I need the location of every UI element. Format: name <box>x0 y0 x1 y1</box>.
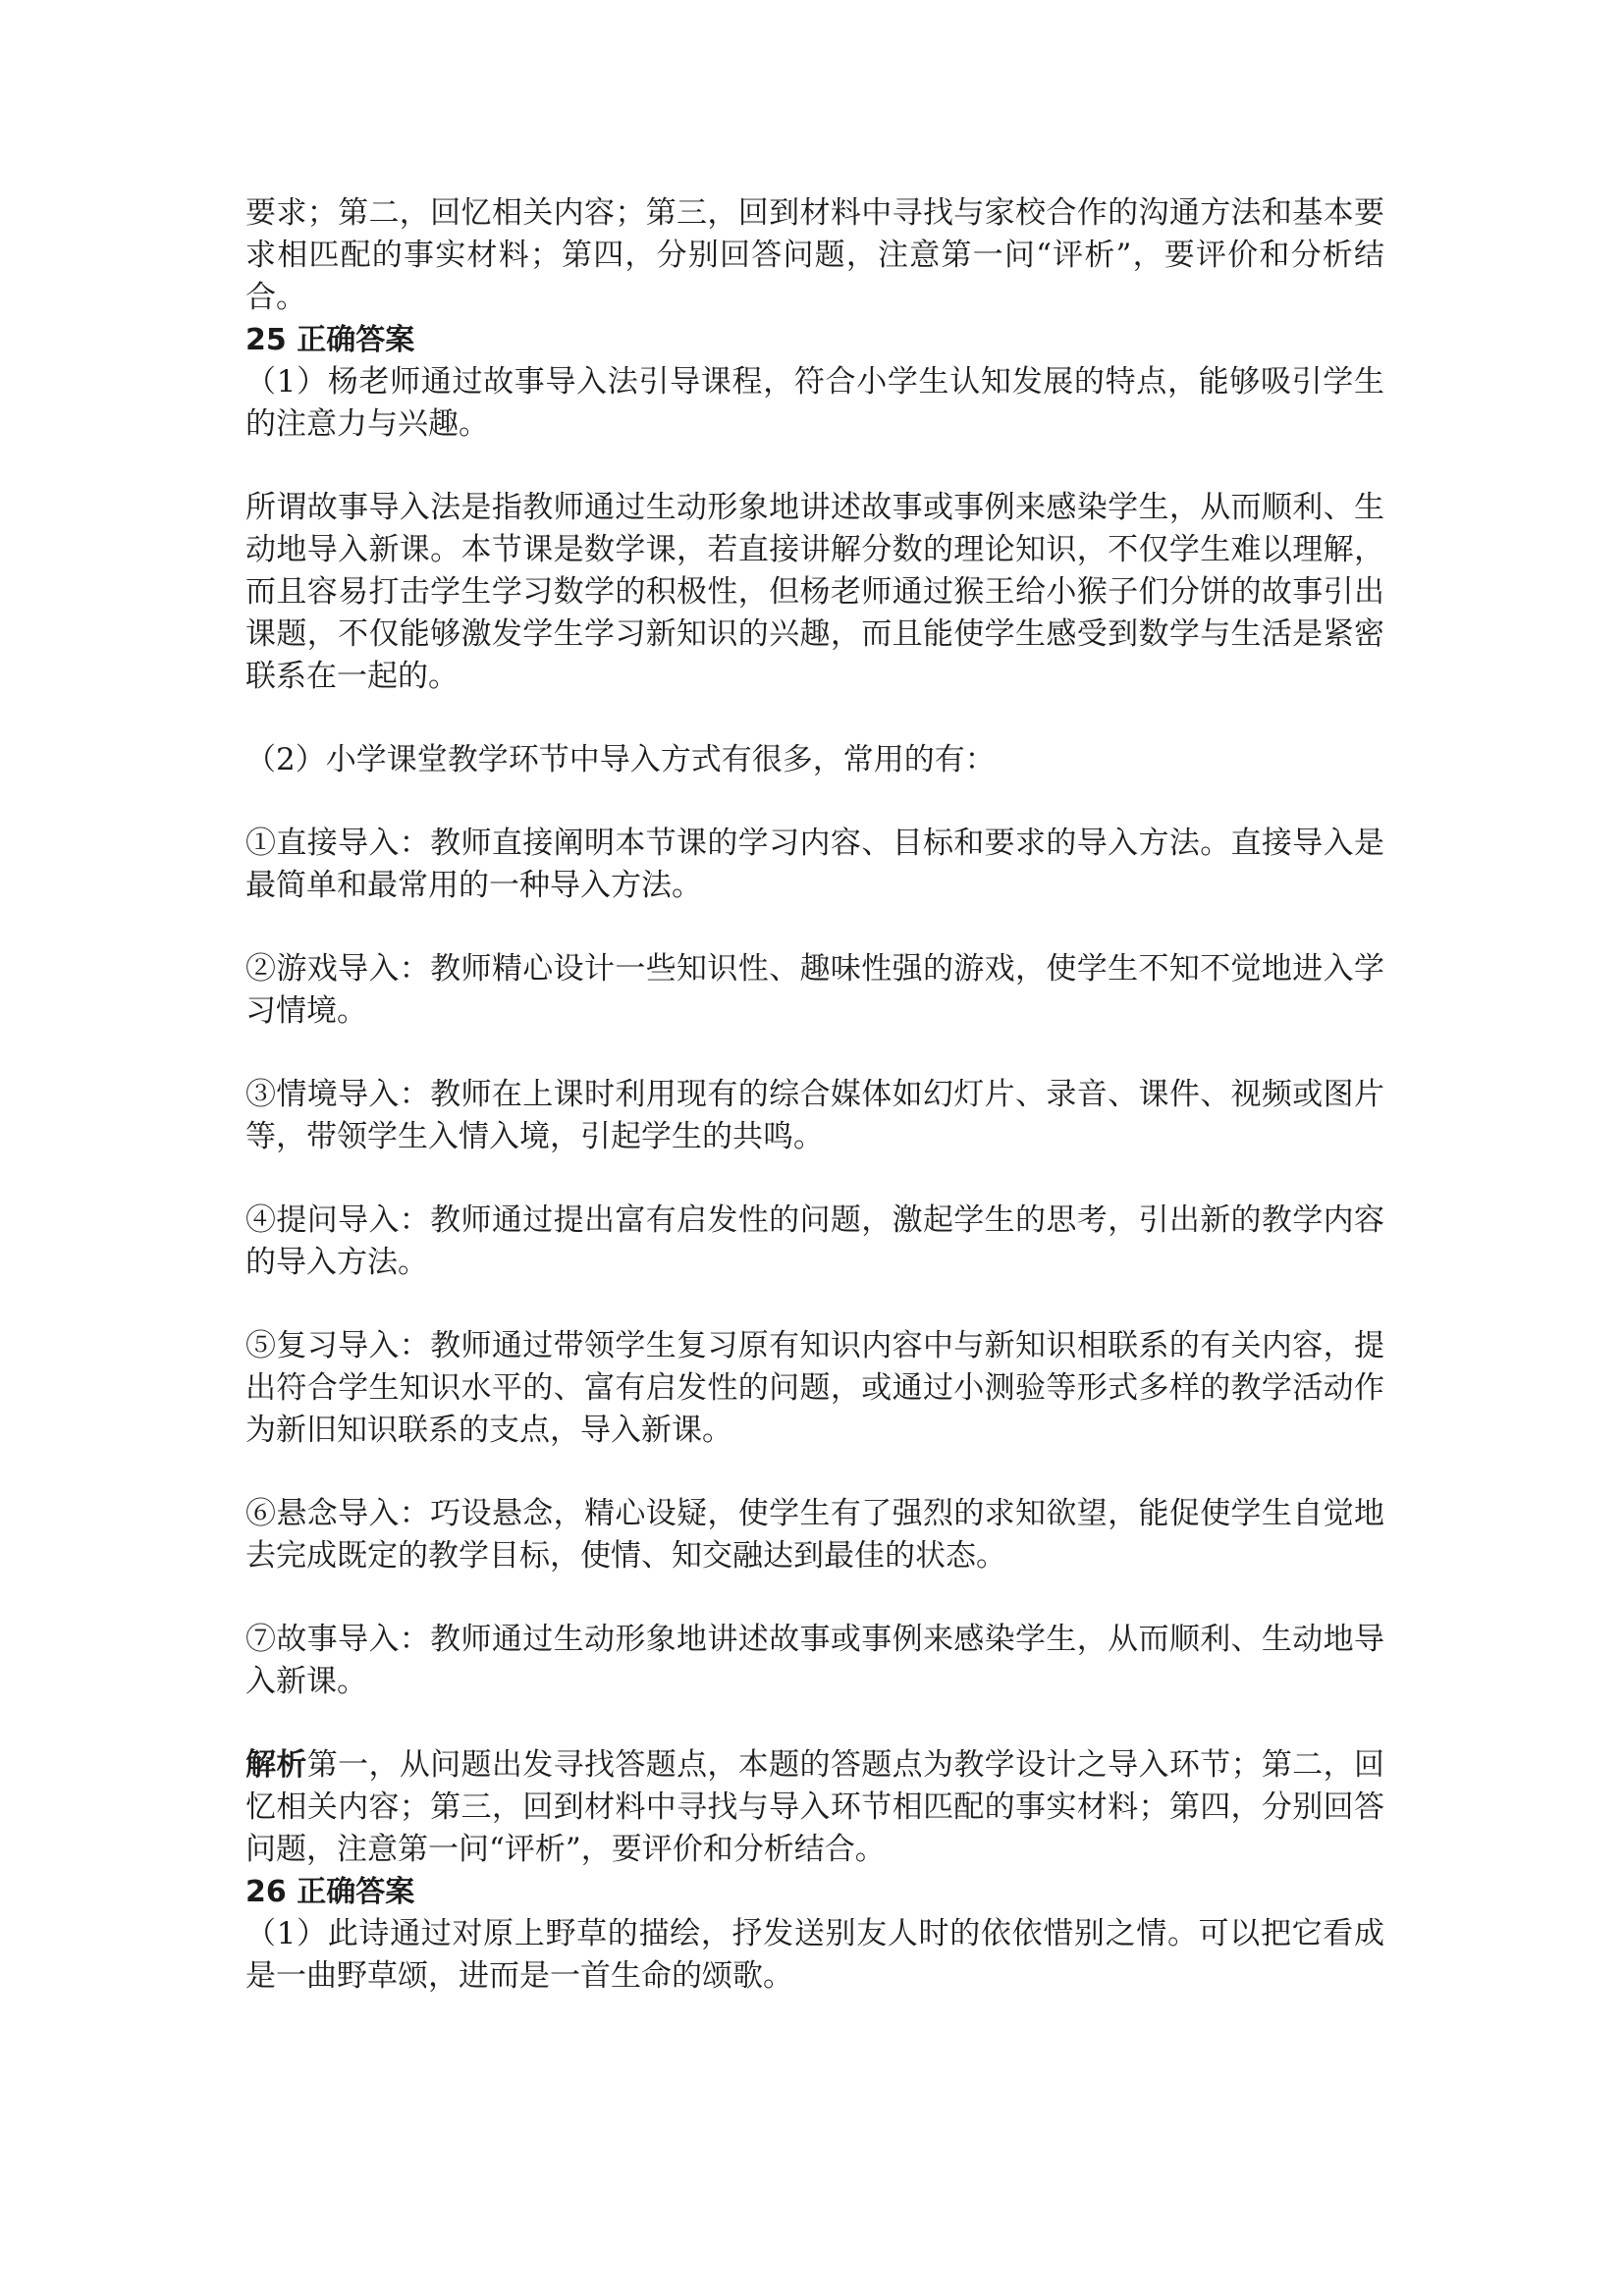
top-paragraph: 要求；第二，回忆相关内容；第三，回到材料中寻找与家校合作的沟通方法和基本要求相匹配的事实材料；第四，分别回答问题，注意第一问“评析”，要评价和分析结合。 <box>245 195 1384 315</box>
q26-heading: 26 正确答案 <box>245 1875 415 1909</box>
analysis-text: 第一，从问题出发寻找答题点，本题的答题点为教学设计之导入环节；第二，回忆相关内容；第三，回到材料中寻找与导入环节相匹配的事实材料；第四，分别回答问题，注意第一问“评析”，要评价和分析结合。 <box>245 1747 1385 1867</box>
q26-part1: （1）此诗通过对原上野草的描绘，抒发送别友人时的依依惜别之情。可以把它看成是一曲野草颂，进而是一首生命的颂歌。 <box>245 1916 1384 1994</box>
q25-item-direct: ①直接导入：教师直接阐明本节课的学习内容、目标和要求的导入方法。直接导入是最简单和最常用的一种导入方法。 <box>245 826 1384 903</box>
q25-analysis <box>245 1744 1384 1871</box>
q25-part2-intro: （2）小学课堂教学环节中导入方式有很多，常用的有： <box>245 742 996 777</box>
q25-heading: 25 正确答案 <box>245 323 415 357</box>
q25-item-suspense: ⑥悬念导入：巧设悬念，精心设疑，使学生有了强烈的求知欲望，能促使学生自觉地去完成既定的教学目标，使情、知交融达到最佳的状态。 <box>245 1496 1384 1574</box>
analysis-label: 解析 <box>245 1747 307 1783</box>
q25-item-story: ⑦故事导入：教师通过生动形象地讲述故事或事例来感染学生，从而顺利、生动地导入新课。 <box>245 1622 1384 1699</box>
q25-item-game: ②游戏导入：教师精心设计一些知识性、趣味性强的游戏，使学生不知不觉地进入学习情境。 <box>245 951 1384 1029</box>
q25-story-explanation: 所谓故事导入法是指教师通过生动形象地讲述故事或事例来感染学生，从而顺利、生动地导入新课。本节课是数学课，若直接讲解分数的理论知识，不仅学生难以理解，而且容易打击学生学习数学的积极性，但杨老师通过猴王给小猴子们分饼的故事引出课题，不仅能够激发学生学习新知识的兴趣，而且能使学生感受到数学与生活是紧密联系在一起的。 <box>245 490 1384 694</box>
q25-item-question: ④提问导入：教师通过提出富有启发性的问题，激起学生的思考，引出新的教学内容的导入方法。 <box>245 1202 1384 1280</box>
q25-part1: （1）杨老师通过故事导入法引导课程，符合小学生认知发展的特点，能够吸引学生的注意力与兴趣。 <box>245 364 1384 442</box>
q25-item-situation: ③情境导入：教师在上课时利用现有的综合媒体如幻灯片、录音、课件、视频或图片等，带领学生入情入境，引起学生的共鸣。 <box>245 1077 1384 1154</box>
document-page <box>245 192 1384 1998</box>
q25-item-review: ⑤复习导入：教师通过带领学生复习原有知识内容中与新知识相联系的有关内容，提出符合学生知识水平的、富有启发性的问题，或通过小测验等形式多样的教学活动作为新旧知识联系的支点，导入新课。 <box>245 1328 1384 1448</box>
